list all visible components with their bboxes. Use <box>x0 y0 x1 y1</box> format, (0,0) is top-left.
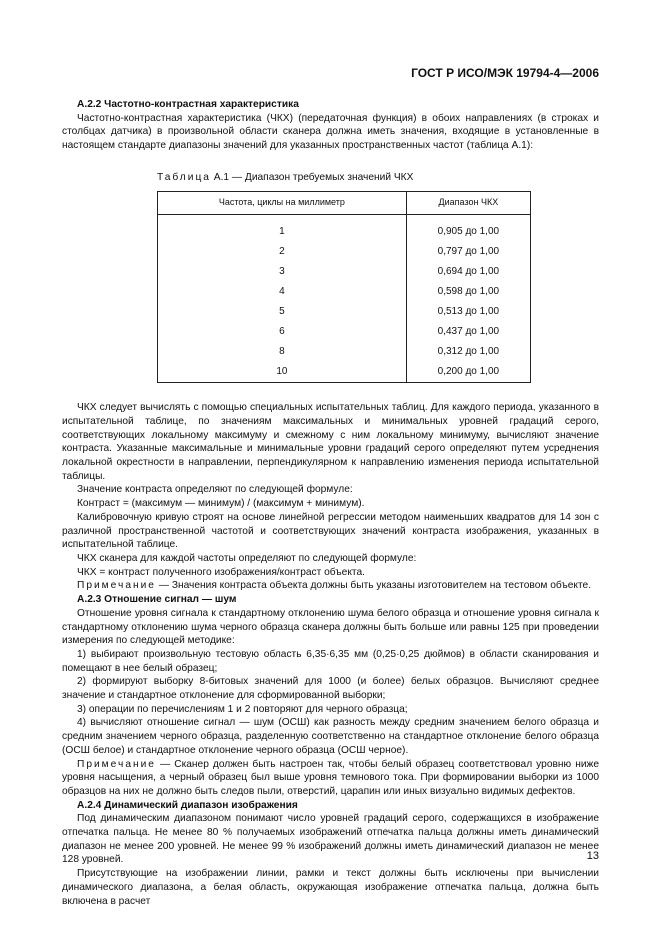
table-row <box>158 214 531 242</box>
note-text: — Сканер должен быть настроен так, чтобы белый образец соответствовал уровню ниже уровня насыщения, а черный образец был выше уровня темнового тока. При формировании выборки из 1000 образцов на них не должно быть следов пыли, отверстий, царапин или иных визуально видимых дефектов. <box>62 758 599 797</box>
cell-range: 0,312 до 1,00 <box>406 342 530 362</box>
cell-frequency: 2 <box>158 242 407 262</box>
cell-frequency: 1 <box>158 214 407 242</box>
cell-frequency: 8 <box>158 342 407 362</box>
note <box>62 758 599 799</box>
cell-frequency: 5 <box>158 302 407 322</box>
column-header-mtf-range: Диапазон ЧКХ <box>406 191 530 214</box>
document-header: ГОСТ Р ИСО/МЭК 19794-4—2006 <box>411 66 599 80</box>
note <box>62 579 599 593</box>
paragraph: Значение контраста определяют по следующей формуле: <box>77 484 353 496</box>
table-row <box>158 282 531 302</box>
table-row <box>158 342 531 362</box>
note-label: Примечание <box>77 580 156 592</box>
table-caption-word: Таблица <box>157 171 211 183</box>
formula-mtf: ЧКХ = контраст полученного изображения/контраст объекта. <box>77 566 365 578</box>
cell-range: 0,200 до 1,00 <box>406 362 530 383</box>
paragraph: Под динамическим диапазоном понимают число уровней градаций серого, содержащихся в изображение отпечатка пальца. Не менее 80 % получаемых изображений отпечатка пальца должны иметь динамический диапазон не менее 200 уровней. Не менее 99 % изображений должны иметь динамический диапазон не менее 128 уровней. <box>62 813 599 866</box>
cell-frequency: 6 <box>158 322 407 342</box>
table-row <box>158 302 531 322</box>
list-item: 2) формируют выборку 8-битовых значений для 1000 (и более) белых образцов. Вычисляют среднее значение и стандартное отклонение для сформированной выборки; <box>62 676 599 702</box>
note-label: Примечание <box>77 758 156 770</box>
note-text: — Значения контраста объекта должны быть указаны изготовителем на тестовом объекте. <box>155 580 592 592</box>
table-caption-text: А.1 — Диапазон требуемых значений ЧКХ <box>210 171 414 183</box>
mtf-table <box>157 191 531 384</box>
table-row <box>158 242 531 262</box>
table-row <box>158 322 531 342</box>
table-row <box>158 362 531 383</box>
list-item: 3) операции по перечислениям 1 и 2 повторяют для черного образца; <box>77 703 408 715</box>
column-header-frequency: Частота, циклы на миллиметр <box>158 191 407 214</box>
cell-range: 0,905 до 1,00 <box>406 214 530 242</box>
cell-frequency: 4 <box>158 282 407 302</box>
list-item: 1) выбирают произвольную тестовую область 6,35·6,35 мм (0,25·0,25 дюймов) в области сканирования и помещают в нее белый образец; <box>62 648 599 674</box>
cell-range: 0,797 до 1,00 <box>406 242 530 262</box>
paragraph: Отношение уровня сигнала к стандартному отклонению шума белого образца и отношение уровня сигнала к стандартному отклонению шума черного образца сканера должны быть больше или равны 125 при проведении измерения по следующей методике: <box>62 607 599 647</box>
paragraph: Присутствующие на изображении линии, рамки и текст должны быть исключены при вычислении динамического диапазона, а белая область, окружающая изображение отпечатка пальца, должна быть включена в расчет <box>62 868 599 907</box>
cell-frequency: 3 <box>158 262 407 282</box>
section-title-a23: А.2.3 Отношение сигнал — шум <box>77 594 237 606</box>
cell-range: 0,598 до 1,00 <box>406 282 530 302</box>
formula-contrast: Контраст = (максимум — минимум) / (максимум + минимум). <box>77 498 365 510</box>
list-item: 4) вычисляют отношение сигнал — шум (ОСШ) как разность между средним значением белого образца и средним значением черного образца, разделенную соответственно на стандартное отклонение белого образца (ОСШ белое) и стандартное отклонение черного образца (ОСШ черное). <box>62 717 599 756</box>
cell-range: 0,513 до 1,00 <box>406 302 530 322</box>
table-header-row <box>158 191 531 214</box>
section-title-a22: А.2.2 Частотно-контрастная характеристика <box>77 99 299 110</box>
table-caption <box>157 171 599 185</box>
cell-range: 0,694 до 1,00 <box>406 262 530 282</box>
paragraph: ЧКХ сканера для каждой частоты определяют по следующей формуле: <box>77 553 417 564</box>
cell-frequency: 10 <box>158 362 407 383</box>
page-number: 13 <box>586 850 599 862</box>
section-title-a24: А.2.4 Динамический диапазон изображения <box>77 799 298 811</box>
page-body <box>62 98 599 908</box>
cell-range: 0,437 до 1,00 <box>406 322 530 342</box>
paragraph: Калибровочную кривую строят на основе линейной регрессии методом наименьших квадратов для 14 зон с различной пространственной частотой и соответствующих значений контраста изображения, указанных в испытательной таблице. <box>62 511 599 551</box>
paragraph: Частотно-контрастная характеристика (ЧКХ) (передаточная функция) в обоих направлениях (в строках и столбцах датчика) в произвольной области сканера должна иметь значения, входящие в установленные в настоящем стандарте диапазоны значений для указанных пространственных частот (таблица А.1): <box>62 112 599 152</box>
paragraph: ЧКХ следует вычислять с помощью специальных испытательных таблиц. Для каждого периода, указанного в испытательной таблице, по значениям максимальных и минимальных уровней градаций серого, соответствующих локальному максимуму и смежному с ним локальному минимуму, вычисляют значение контраста. Указанные максимальные и минимальные уровни градаций серого определяют путем усреднения локальной окрестности в направлении, перпендикулярном к направлению изменения периода испытательной таблицы. <box>62 402 599 482</box>
table-row <box>158 262 531 282</box>
